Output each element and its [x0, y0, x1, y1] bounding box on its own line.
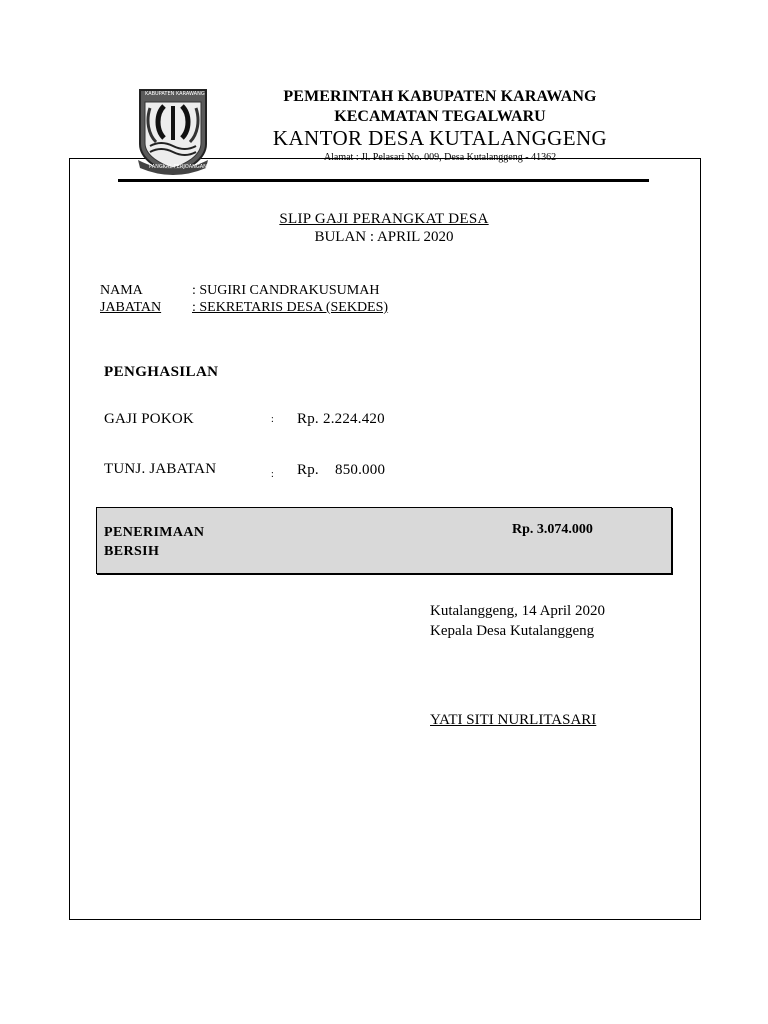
name-value: : SUGIRI CANDRAKUSUMAH [192, 283, 380, 298]
signature-place-date: Kutalanggeng, 14 April 2020 [430, 603, 605, 619]
slip-title [200, 211, 568, 228]
position-allowance-amount: 850.000 [335, 462, 386, 478]
net-income-label-line1: PENERIMAAN [104, 525, 205, 540]
logo-top-text: KABUPATEN KARAWANG [145, 91, 205, 97]
base-salary-colon: : [271, 414, 274, 425]
position-value: : SEKRETARIS DESA (SEKDES) [192, 300, 389, 315]
position-allowance-colon: : [271, 469, 274, 480]
position-allowance-label: TUNJ. JABATAN [104, 461, 217, 477]
office-address: Alamat : Jl. Pelasari No. 009, Desa Kutalanggeng - 41362 [323, 152, 557, 163]
logo-bottom-text: PANGKAL PERJOANGAN [149, 164, 207, 170]
base-salary-label: GAJI POKOK [104, 411, 194, 427]
header-divider [118, 179, 649, 182]
government-title: PEMERINTAH KABUPATEN KARAWANG [283, 88, 597, 105]
income-section-title: PENGHASILAN [104, 364, 219, 380]
regency-emblem-logo [136, 86, 210, 176]
net-income-value: Rp. 3.074.000 [512, 522, 593, 537]
base-salary-amount: 2.224.420 [323, 411, 385, 427]
district-title: KECAMATAN TEGALWARU [334, 108, 546, 125]
office-title: KANTOR DESA KUTALANGGENG [272, 126, 608, 150]
position-label: JABATAN [100, 300, 162, 315]
slip-month: BULAN : APRIL 2020 [314, 229, 454, 245]
base-salary-currency: Rp. [297, 411, 319, 427]
net-income-label-line2: BERSIH [104, 544, 160, 559]
signatory-name: YATI SITI NURLITASARI [430, 712, 597, 728]
name-label: NAMA [100, 283, 143, 298]
signature-role: Kepala Desa Kutalanggeng [430, 623, 595, 639]
net-income-label [104, 523, 204, 561]
slip-title-text: SLIP GAJI PERANGKAT DESA [279, 211, 489, 227]
position-allowance-currency: Rp. [297, 462, 319, 478]
net-income-box [96, 507, 672, 574]
